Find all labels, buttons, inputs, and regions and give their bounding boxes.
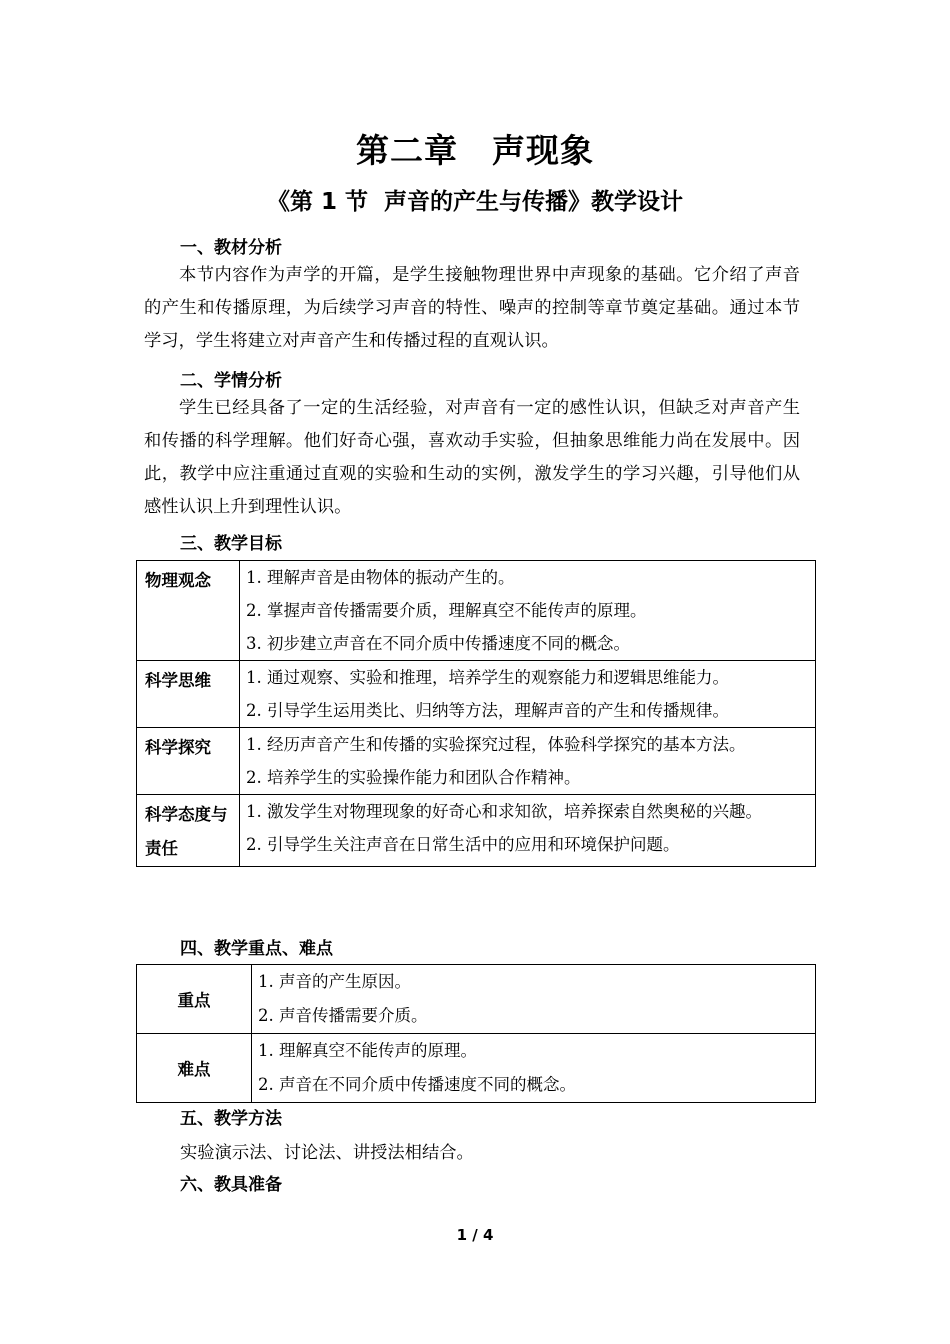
- teaching-goals-table: [136, 560, 816, 867]
- teaching-methods-text: 实验演示法、讨论法、讲授法相结合。: [180, 1143, 474, 1163]
- key-items: [252, 965, 816, 1034]
- goal-item: 3. 初步建立声音在不同介质中传播速度不同的概念。: [246, 634, 630, 653]
- key-category: 难点: [137, 1034, 252, 1103]
- table-row: [137, 561, 816, 661]
- goal-category: 科学态度与责任: [137, 795, 240, 867]
- goal-item: 2. 引导学生关注声音在日常生活中的应用和环境保护问题。: [246, 835, 680, 854]
- section-heading-teaching-aids: 六、教具准备: [180, 1175, 282, 1195]
- material-analysis-text: 本节内容作为声学的开篇，是学生接触物理世界中声现象的基础。它介绍了声音的产生和传播原理，为后续学习声音的特性、噪声的控制等章节奠定基础。通过本节学习，学生将建立对声音产生和传播过程的直观认识。: [144, 265, 800, 351]
- goal-item: 1. 理解声音是由物体的振动产生的。: [246, 568, 515, 587]
- section-heading-key-points: 四、教学重点、难点: [180, 939, 333, 959]
- table-row: [137, 661, 816, 728]
- chapter-title: 第二章 声现象: [356, 131, 594, 170]
- key-items: [252, 1034, 816, 1103]
- key-item: 1. 声音的产生原因。: [258, 972, 411, 991]
- key-category: 重点: [137, 965, 252, 1034]
- section-heading-teaching-goals: 三、教学目标: [180, 534, 282, 554]
- goal-items: [240, 561, 816, 661]
- table-row: [137, 728, 816, 795]
- goal-item: 2. 培养学生的实验操作能力和团队合作精神。: [246, 768, 581, 787]
- section-heading-student-analysis: 二、学情分析: [180, 371, 282, 391]
- section-heading-teaching-methods: 五、教学方法: [180, 1109, 282, 1129]
- goal-category: 物理观念: [137, 561, 240, 661]
- goal-item: 2. 引导学生运用类比、归纳等方法，理解声音的产生和传播规律。: [246, 701, 729, 720]
- table-row: [137, 965, 816, 1034]
- student-analysis-text: 学生已经具备了一定的生活经验，对声音有一定的感性认识，但缺乏对声音产生和传播的科学理解。他们好奇心强，喜欢动手实验，但抽象思维能力尚在发展中。因此，教学中应注重通过直观的实验和生动的实例，激发学生的学习兴趣，引导他们从感性认识上升到理性认识。: [144, 398, 800, 517]
- lesson-title: 《第 1 节 声音的产生与传播》教学设计: [266, 189, 684, 215]
- table-row: [137, 1034, 816, 1103]
- goal-item: 1. 经历声音产生和传播的实验探究过程，体验科学探究的基本方法。: [246, 735, 746, 754]
- table-row: [137, 795, 816, 867]
- key-item: 2. 声音在不同介质中传播速度不同的概念。: [258, 1075, 576, 1094]
- goal-item: 2. 掌握声音传播需要介质，理解真空不能传声的原理。: [246, 601, 647, 620]
- key-item: 2. 声音传播需要介质。: [258, 1006, 428, 1025]
- page-number: 1 / 4: [456, 1226, 494, 1244]
- goal-items: [240, 661, 816, 728]
- goal-item: 1. 激发学生对物理现象的好奇心和求知欲，培养探索自然奥秘的兴趣。: [246, 802, 762, 821]
- goal-items: [240, 795, 816, 867]
- key-points-table: [136, 964, 816, 1103]
- goal-category: 科学探究: [137, 728, 240, 795]
- key-item: 1. 理解真空不能传声的原理。: [258, 1041, 477, 1060]
- goal-category: 科学思维: [137, 661, 240, 728]
- goal-item: 1. 通过观察、实验和推理，培养学生的观察能力和逻辑思维能力。: [246, 668, 729, 687]
- section-heading-material-analysis: 一、教材分析: [180, 238, 282, 258]
- goal-items: [240, 728, 816, 795]
